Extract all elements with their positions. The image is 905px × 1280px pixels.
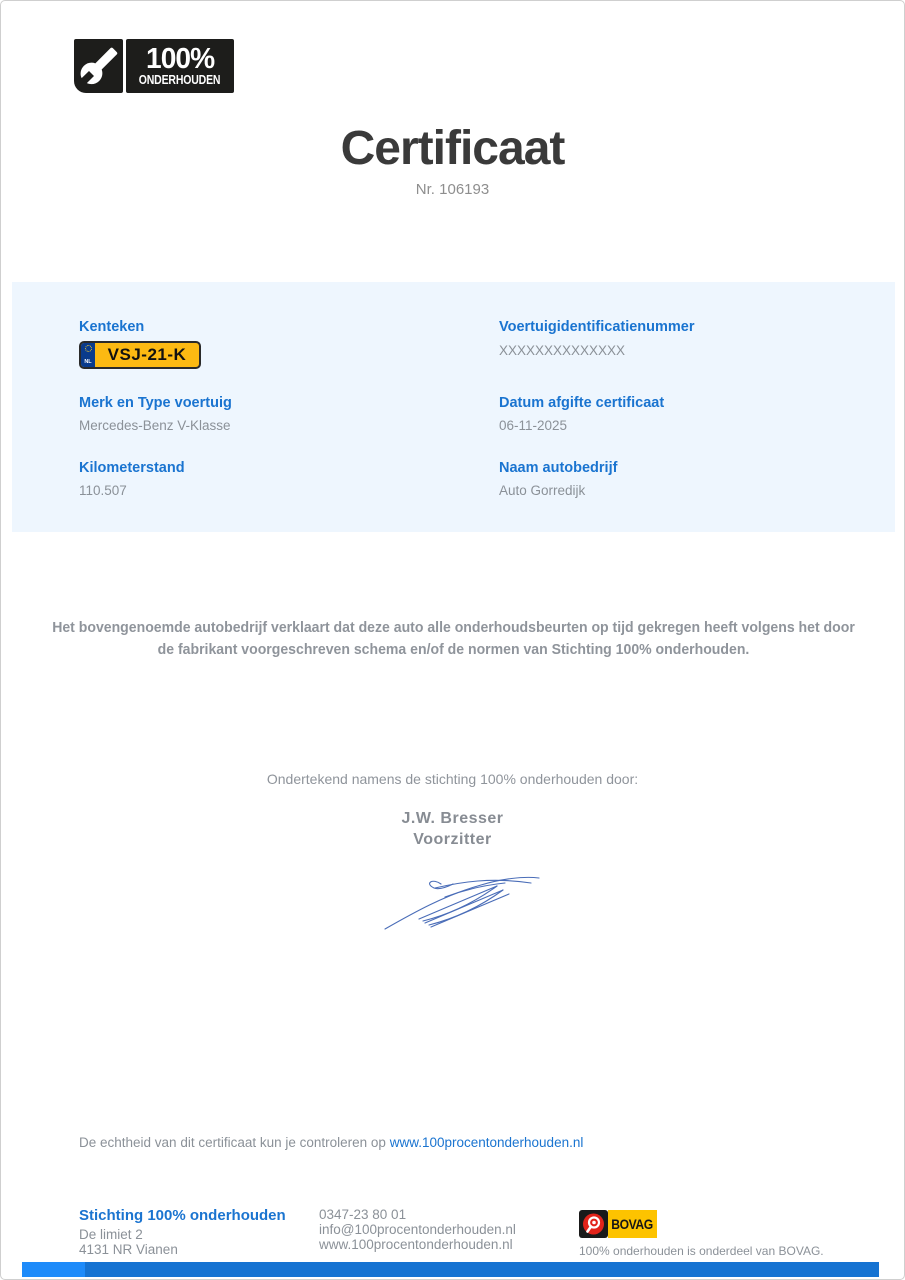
footer-email: info@100procentonderhouden.nl [319, 1222, 516, 1237]
verification-line [79, 1135, 583, 1150]
kenteken-label: Kenteken [79, 319, 145, 335]
plate-country-code: NL [84, 359, 92, 365]
bovag-wordmark [608, 1210, 657, 1238]
plate-eu-strip [81, 343, 95, 367]
bovag-logo [579, 1210, 657, 1238]
merk-label: Merk en Type voertuig [79, 395, 232, 411]
verification-link[interactable]: www.100procentonderhouden.nl [389, 1135, 584, 1150]
kilometerstand-value: 110.507 [79, 483, 127, 498]
wrench-icon [79, 46, 119, 86]
footer-org-name: Stichting 100% onderhouden [79, 1207, 286, 1224]
license-plate [79, 341, 201, 369]
brand-wordmark [126, 39, 234, 93]
certificate-number: Nr. 106193 [415, 181, 490, 198]
bovag-note: 100% onderhouden is onderdeel van BOVAG. [579, 1244, 824, 1258]
brand-word: ONDERHOUDEN [139, 72, 221, 87]
datum-label: Datum afgifte certificaat [499, 395, 665, 411]
bovag-label: BOVAG [611, 1216, 654, 1232]
plate-number: VSJ-21-K [107, 345, 187, 364]
eu-stars-icon [85, 345, 92, 352]
signer-name: J.W. Bresser [401, 810, 504, 827]
brand-logo [74, 39, 234, 93]
merk-value: Mercedes-Benz V-Klasse [79, 418, 231, 433]
verification-text: De echtheid van dit certificaat kun je controleren op [79, 1135, 386, 1150]
declaration-statement: Het bovengenoemde autobedrijf verklaart dat deze auto alle onderhoudsbeurten op tijd gekregen heeft volgens het door de fabrikant voorgeschreven schema en/of de normen van Stichting 100% onderhouden. [52, 620, 855, 658]
vin-value: XXXXXXXXXXXXXX [499, 343, 626, 358]
bottom-bar-dark [85, 1262, 879, 1277]
page-title: Certificaat [340, 122, 565, 175]
autobedrijf-label: Naam autobedrijf [499, 460, 618, 476]
vehicle-details-panel [12, 282, 895, 532]
footer-website: www.100procentonderhouden.nl [319, 1237, 513, 1252]
vin-label: Voertuigidentificatienummer [499, 319, 695, 335]
signer-role: Voorzitter [413, 831, 492, 848]
autobedrijf-value: Auto Gorredijk [499, 483, 586, 498]
wrench-logo-box [74, 39, 123, 93]
kilometerstand-label: Kilometerstand [79, 460, 185, 476]
bottom-bar-light [22, 1262, 85, 1277]
footer-address-line2: 4131 NR Vianen [79, 1242, 178, 1257]
footer-phone: 0347-23 80 01 [319, 1207, 407, 1222]
brand-percent: 100% [145, 42, 215, 75]
signature-image [379, 857, 549, 935]
footer-address-line1: De limiet 2 [79, 1227, 143, 1242]
bovag-emblem-icon [579, 1210, 608, 1238]
datum-value: 06-11-2025 [499, 418, 568, 433]
signing-intro: Ondertekend namens de stichting 100% onderhouden door: [266, 771, 639, 787]
